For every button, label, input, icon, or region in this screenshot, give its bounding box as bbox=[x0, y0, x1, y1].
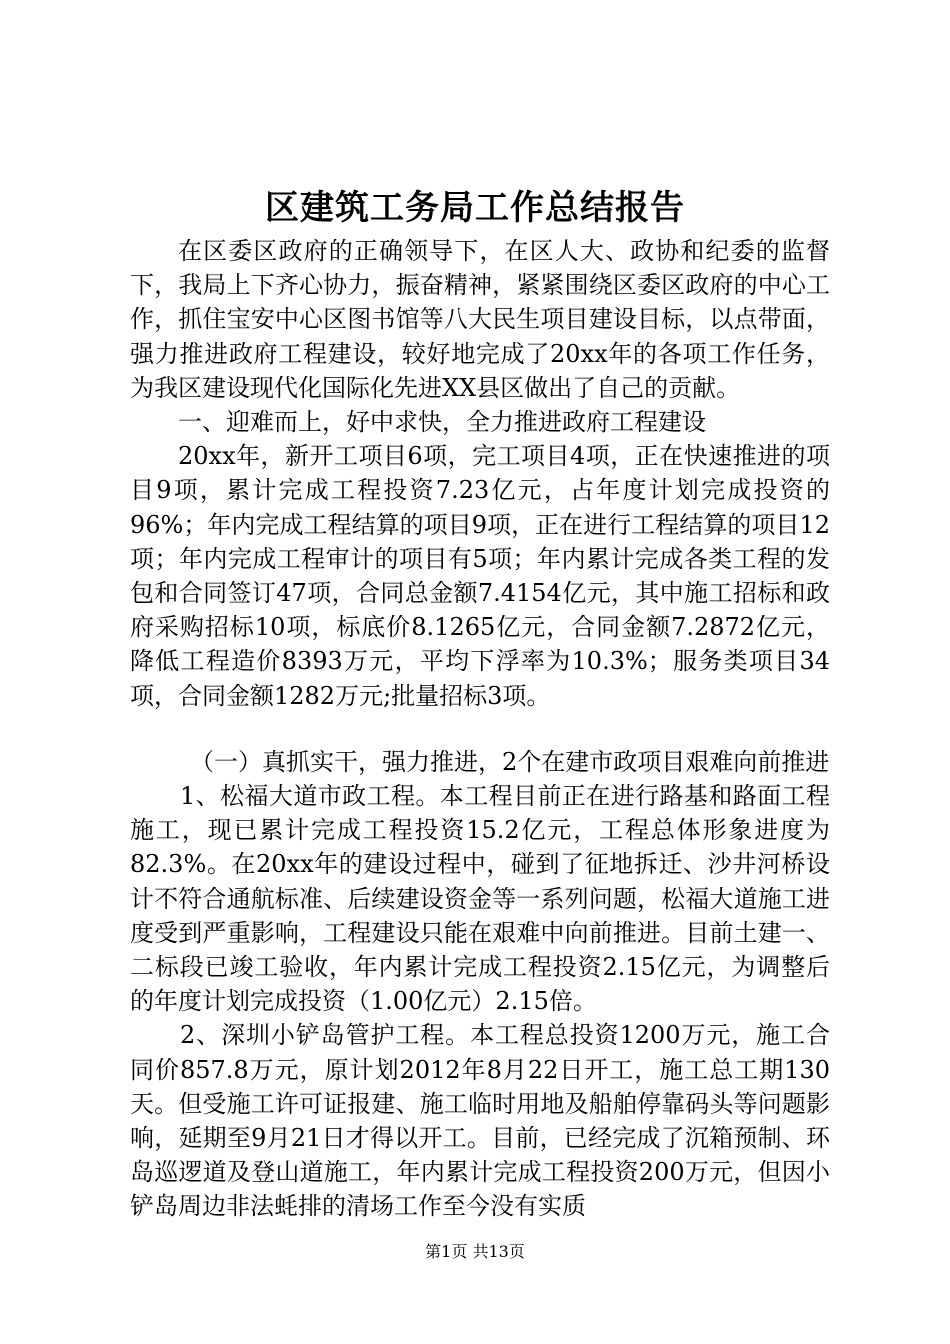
subsection-heading-1: （一）真抓实干，强力推进，2个在建市政项目艰难向前推进 bbox=[190, 747, 830, 776]
page-number: 第1页 bbox=[425, 1242, 468, 1261]
section-heading-1: 一、迎难而上，好中求快，全力推进政府工程建设 bbox=[178, 408, 706, 437]
paragraph-item-1: 1、松福大道市政工程。本工程目前正在进行路基和路面工程施工，现已累计完成工程投资15.2亿元，工程总体形象进度为82.3%。在20xx年的建设过程中，碰到了征地拆迁、沙井河桥设计不符合通航标准、后续建设资金等一系列问题，松福大道施工进度受到严重影响，工程建设只能在艰难中向前推进。目前土建一、二标段已竣工验收，年内累计完成工程投资2.15亿元，为调整后的年度计划完成投资（1.00亿元）2.15倍。 bbox=[130, 782, 830, 1016]
document-body bbox=[130, 234, 830, 1224]
paragraph-intro: 在区委区政府的正确领导下，在区人大、政协和纪委的监督下，我局上下齐心协力，振奋精神，紧紧围绕区委区政府的中心工作，抓住宝安中心区图书馆等八大民生项目建设目标，以点带面，强力推进政府工程建设，较好地完成了20xx年的各项工作任务，为我区建设现代化国际化先进XX县区做出了自己的贡献。 bbox=[130, 237, 830, 402]
page-footer bbox=[0, 1240, 950, 1264]
page-total: 共13页 bbox=[472, 1242, 525, 1261]
paragraph-item-2: 2、深圳小铲岛管护工程。本工程总投资1200万元，施工合同价857.8万元，原计划2012年8月22日开工，施工总工期130天。但受施工许可证报建、施工临时用地及船舶停靠码头等问题影响，延期至9月21日才得以开工。目前，已经完成了沉箱预制、环岛巡逻道及登山道施工，年内累计完成工程投资200万元，但因小铲岛周边非法蚝排的清场工作至今没有实质 bbox=[130, 1021, 830, 1221]
paragraph-summary: 20xx年，新开工项目6项，完工项目4项，正在快速推进的项目9项，累计完成工程投资7.23亿元，占年度计划完成投资的96%；年内完成工程结算的项目9项，正在进行工程结算的项目12项；年内完成工程审计的项目有5项；年内累计完成各类工程的发包和合同签订47项，合同总金额7.4154亿元，其中施工招标和政府采购招标10项，标底价8.1265亿元，合同金额7.2872亿元，降低工程造价8393万元，平均下浮率为10.3%；服务类项目34项，合同金额1282万元;批量招标3项。 bbox=[130, 442, 830, 710]
document-title: 区建筑工务局工作总结报告 bbox=[265, 188, 685, 228]
